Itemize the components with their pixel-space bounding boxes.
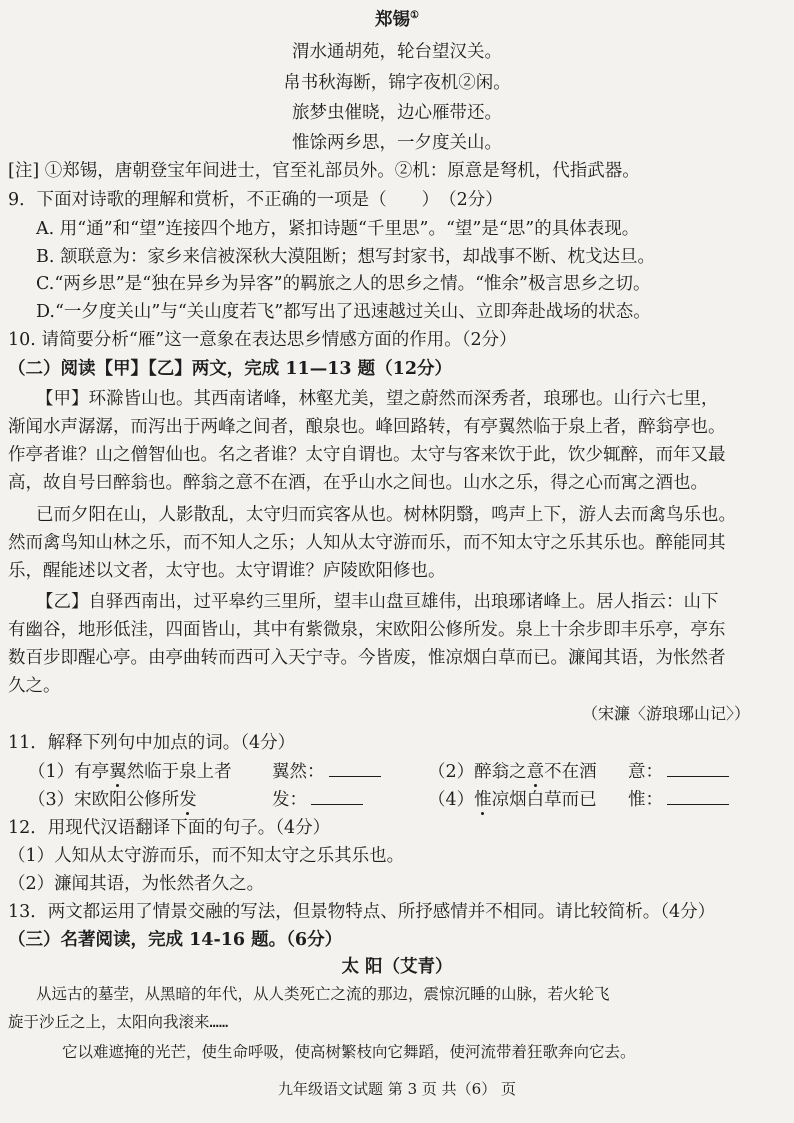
question-10: 10. 请简要分析“雁”这一意象在表达思乡情感方面的作用。（2分） [8, 330, 517, 350]
section-3-heading: （三）名著阅读，完成 14-16 题。（6分） [8, 930, 343, 950]
passage-yi-line: 久之。 [8, 676, 61, 696]
question-11-item-3: （3）宋欧阳公修所发 [28, 790, 197, 810]
passage-jia-line: 高，故自号曰醉翁也。醉翁之意不在酒，在乎山水之间也。山水之乐，得之心而寓之酒也。 [8, 473, 708, 493]
question-9-option-c: C.“两乡思”是“独在异乡为异客”的羁旅之人的思乡之情。“惟余”极言思乡之切。 [36, 274, 651, 294]
excerpt-line: 从远古的墓茔，从黑暗的年代，从人类死亡之流的那边，震惊沉睡的山脉，若火轮飞 [36, 985, 610, 1003]
page-footer: 九年级语文试题 第 3 页 共（6） 页 [278, 1080, 516, 1098]
excerpt-line: 旋于沙丘之上，太阳向我滚来…… [8, 1013, 229, 1031]
question-11-item-1: （1）有亭翼然临于泉上者 [28, 762, 232, 782]
question-11-answer-4: 惟： [628, 788, 729, 812]
poem-note: [注] ①郑锡，唐朝登宝年间进士，官至礼部员外。②机：原意是弩机，代指武器。 [8, 161, 640, 181]
passage-jia-line: 【甲】环滁皆山也。其西南诸峰，林壑尤美，望之蔚然而深秀者，琅琊也。山行六七里， [36, 389, 719, 409]
passage-yi-line: 数百步即醒心亭。由亭曲转而西可入天宁寺。今皆废，惟凉烟白草而已。濂闻其语，为怅然者 [8, 648, 726, 668]
poem-line: 旅梦虫催晓，边心雁带还。 [292, 103, 502, 123]
passage-jia-line: 作亭者谁？山之僧智仙也。名之者谁？太守自谓也。太守与客来饮于此，饮少辄醉，而年又最 [8, 445, 726, 465]
poem-line: 帛书秋海断，锦字夜机②闲。 [283, 73, 511, 93]
question-11-item-2: （2）醉翁之意不在酒 [428, 762, 597, 782]
answer-blank[interactable] [311, 788, 363, 805]
question-11-answer-3: 发： [272, 788, 363, 812]
passage-yi-line: 有幽谷，地形低洼，四面皆山，其中有紫微泉，宋欧阳公修所发。泉上十余步即丰乐亭，亭东 [8, 620, 726, 640]
question-9-option-a: A. 用“通”和“望”连接四个地方，紧扣诗题“千里思”。“望”是“思”的具体表现。 [36, 219, 640, 239]
section-2-heading: （二）阅读【甲】【乙】两文，完成 11—13 题（12分） [8, 359, 452, 379]
excerpt-title: 太 阳（艾青） [341, 957, 453, 977]
question-11-answer-2: 意： [628, 760, 729, 784]
question-12-item-2: （2）濂闻其语，为怅然者久之。 [8, 874, 265, 894]
answer-blank[interactable] [329, 760, 381, 777]
passage-jia-line: 渐闻水声潺潺，而泻出于两峰之间者，酿泉也。峰回路转，有亭翼然临于泉上者，醉翁亭也。 [8, 417, 726, 437]
question-9-option-d: D.“一夕度关山”与“关山度若飞”都写出了迅速越过关山、立即奔赴战场的状态。 [36, 302, 651, 322]
question-11-item-4: （4）惟凉烟白草而已 [428, 790, 597, 810]
answer-blank[interactable] [667, 788, 729, 805]
question-9-option-b: B. 颔联意为：家乡来信被深秋大漠阻断；想写封家书，却战事不断、枕戈达旦。 [36, 247, 655, 267]
excerpt-line: 它以难遮掩的光芒，使生命呼吸，使高树繁枝向它舞蹈，使河流带着狂歌奔向它去。 [62, 1043, 636, 1061]
passage-jia-line: 乐，醒能述以文者，太守也。太守谓谁？庐陵欧阳修也。 [8, 561, 446, 581]
poem-line: 惟馀两乡思，一夕度关山。 [292, 133, 502, 153]
passage-yi-line: 【乙】自驿西南出，过平皋约三里所，望丰山盘亘雄伟，出琅琊诸峰上。居人指云：山下 [36, 592, 719, 612]
question-12-stem: 12．用现代汉语翻译下面的句子。（4分） [8, 818, 331, 838]
passage-source: （宋濂〈游琅琊山记〉） [581, 704, 750, 723]
question-11-stem: 11．解释下列句中加点的词。（4分） [8, 733, 296, 753]
passage-jia-line: 已而夕阳在山，人影散乱，太守归而宾客从也。树林阴翳，鸣声上下，游人去而禽鸟乐也。 [36, 505, 736, 525]
question-13: 13．两文都运用了情景交融的写法，但景物特点、所抒感情并不相同。请比较简析。（4分） [8, 902, 716, 922]
question-9-stem: 9．下面对诗歌的理解和赏析，不正确的一项是（ ） （2分） [8, 190, 503, 210]
answer-blank[interactable] [667, 760, 729, 777]
question-11-answer-1: 翼然： [272, 760, 381, 784]
poem-line: 渭水通胡苑，轮台望汉关。 [292, 42, 502, 62]
poem-author: 郑锡① [375, 10, 419, 30]
passage-jia-line: 然而禽鸟知山林之乐，而不知人之乐；人知从太守游而乐，而不知太守之乐其乐也。醉能同其 [8, 533, 726, 553]
question-12-item-1: （1）人知从太守游而乐，而不知太守之乐其乐也。 [8, 846, 405, 866]
